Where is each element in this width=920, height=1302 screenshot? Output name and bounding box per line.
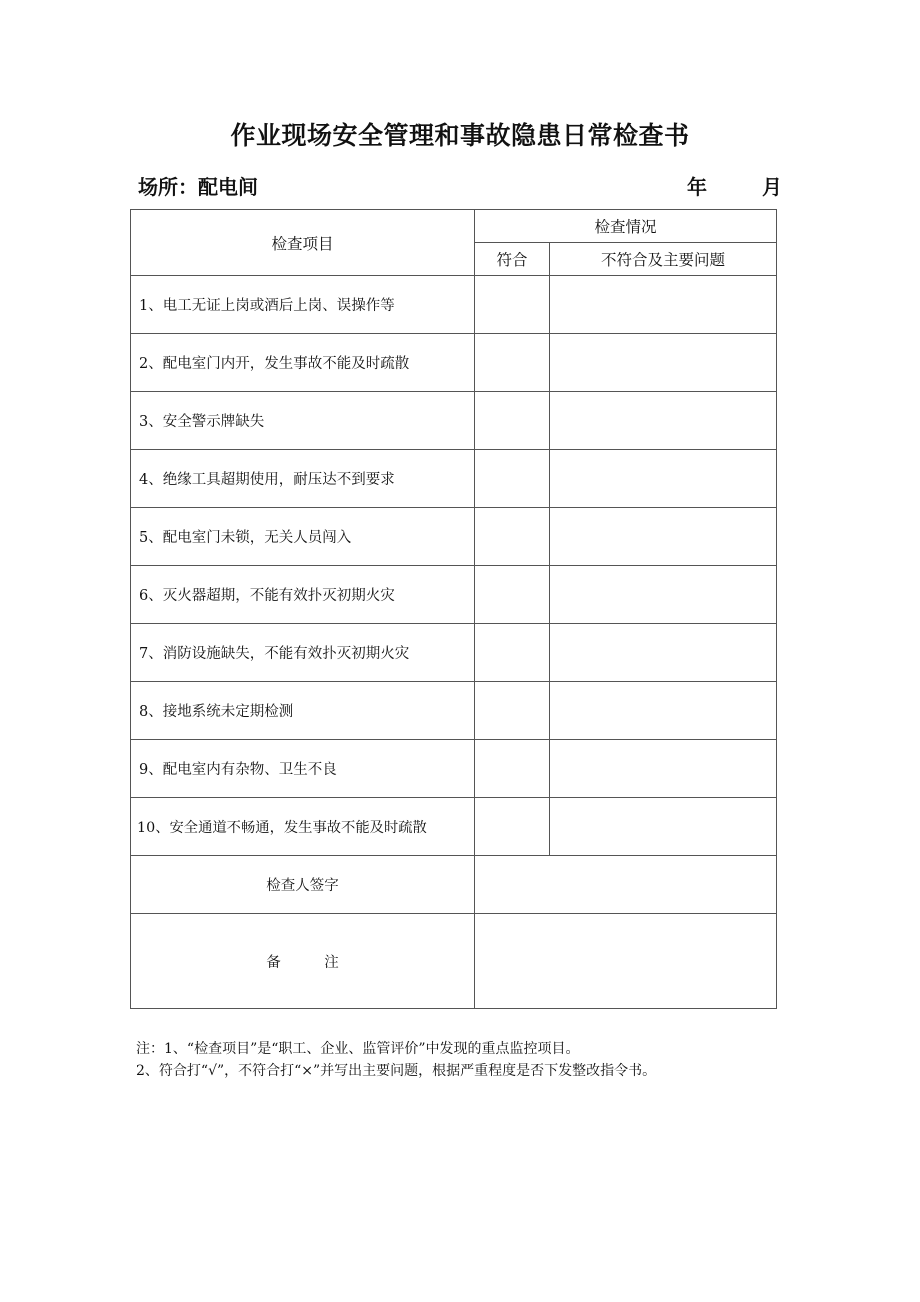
item-text: 2、配电室门内开，发生事故不能及时疏散 xyxy=(131,334,475,392)
table-row xyxy=(131,798,777,856)
item-text: 1、电工无证上岗或酒后上岗、误操作等 xyxy=(131,276,475,334)
inspector-label: 检查人签字 xyxy=(131,856,475,914)
issue-cell[interactable] xyxy=(550,276,777,334)
compliant-cell[interactable] xyxy=(475,740,550,798)
table-row xyxy=(131,276,777,334)
place-label: 场所：配电间 xyxy=(138,175,258,199)
footnote-2: 2、符合打“√”，不符合打“×”并写出主要问题，根据严重程度是否下发整改指令书。 xyxy=(136,1063,657,1079)
item-text: 3、安全警示牌缺失 xyxy=(131,392,475,450)
issue-cell[interactable] xyxy=(550,508,777,566)
issue-cell[interactable] xyxy=(550,392,777,450)
header-compliant: 符合 xyxy=(475,243,550,276)
table-row xyxy=(131,740,777,798)
issue-cell[interactable] xyxy=(550,566,777,624)
header-status-group: 检查情况 xyxy=(475,210,777,243)
remarks-row xyxy=(131,914,777,1009)
item-text: 10、安全通道不畅通，发生事故不能及时疏散 xyxy=(131,798,475,856)
table-row xyxy=(131,508,777,566)
remarks-label: 备 注 xyxy=(131,914,475,1009)
inspector-signature-field[interactable] xyxy=(475,856,777,914)
compliant-cell[interactable] xyxy=(475,798,550,856)
month-label: 月 xyxy=(762,175,782,199)
compliant-cell[interactable] xyxy=(475,334,550,392)
table-row xyxy=(131,334,777,392)
table-row xyxy=(131,624,777,682)
remarks-field[interactable] xyxy=(475,914,777,1009)
header-noncompliant: 不符合及主要问题 xyxy=(550,243,777,276)
issue-cell[interactable] xyxy=(550,334,777,392)
item-text: 7、消防设施缺失，不能有效扑灭初期火灾 xyxy=(131,624,475,682)
compliant-cell[interactable] xyxy=(475,682,550,740)
issue-cell[interactable] xyxy=(550,450,777,508)
item-text: 5、配电室门未锁，无关人员闯入 xyxy=(131,508,475,566)
header-row xyxy=(131,210,777,243)
compliant-cell[interactable] xyxy=(475,508,550,566)
compliant-cell[interactable] xyxy=(475,566,550,624)
issue-cell[interactable] xyxy=(550,740,777,798)
compliant-cell[interactable] xyxy=(475,392,550,450)
inspection-table xyxy=(130,209,777,1009)
compliant-cell[interactable] xyxy=(475,450,550,508)
table-row xyxy=(131,566,777,624)
item-text: 9、配电室内有杂物、卫生不良 xyxy=(131,740,475,798)
compliant-cell[interactable] xyxy=(475,276,550,334)
item-text: 8、接地系统未定期检测 xyxy=(131,682,475,740)
item-text: 4、绝缘工具超期使用，耐压达不到要求 xyxy=(131,450,475,508)
item-text: 6、灭火器超期，不能有效扑灭初期火灾 xyxy=(131,566,475,624)
compliant-cell[interactable] xyxy=(475,624,550,682)
table-row xyxy=(131,392,777,450)
issue-cell[interactable] xyxy=(550,682,777,740)
header-item: 检查项目 xyxy=(131,210,475,276)
inspector-row xyxy=(131,856,777,914)
footnote-1: 注：1、“检查项目”是“职工、企业、监管评价”中发现的重点监控项目。 xyxy=(136,1041,580,1057)
footnotes xyxy=(136,1038,656,1082)
issue-cell[interactable] xyxy=(550,798,777,856)
table-row xyxy=(131,682,777,740)
table-row xyxy=(131,450,777,508)
issue-cell[interactable] xyxy=(550,624,777,682)
document-title: 作业现场安全管理和事故隐患日常检查书 xyxy=(230,121,690,150)
year-label: 年 xyxy=(687,175,707,199)
